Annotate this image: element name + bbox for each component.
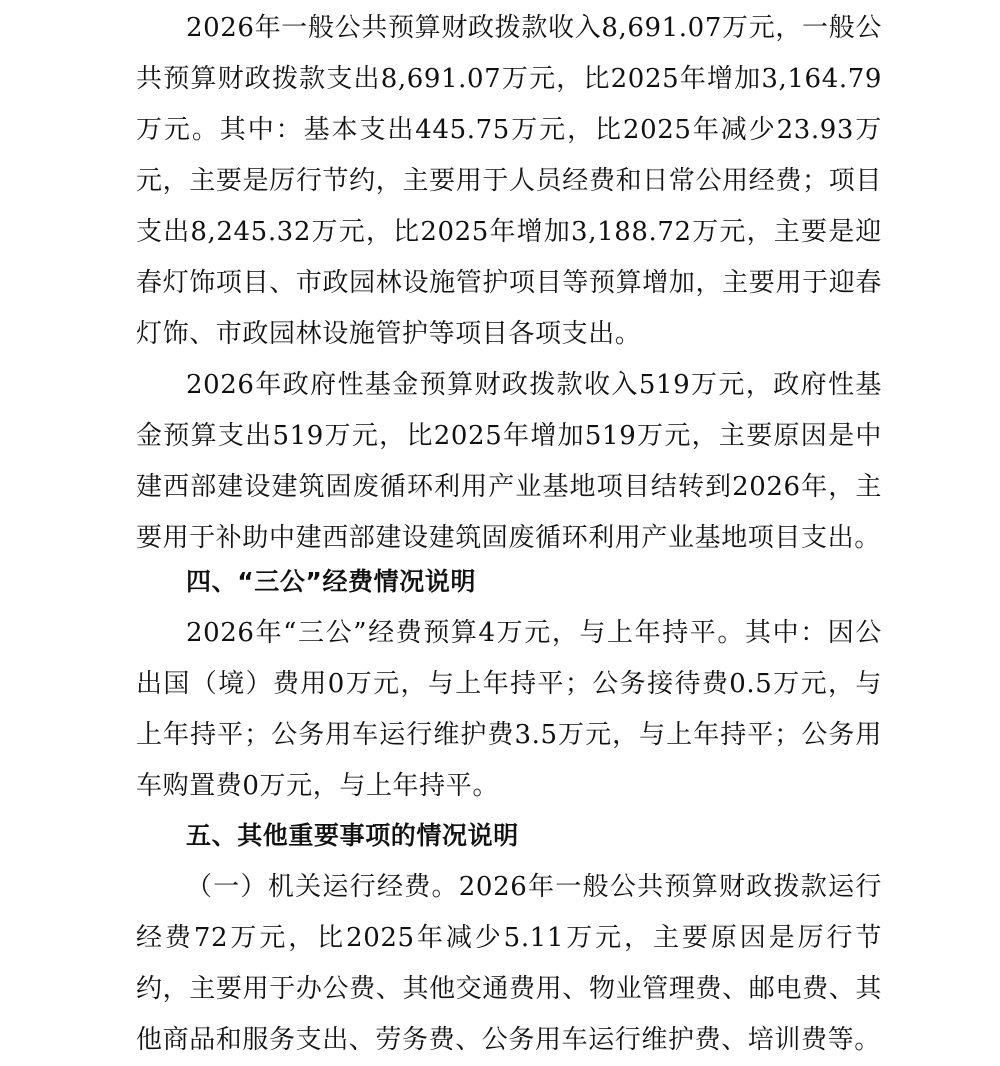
paragraph-operating-expenses: （一）机关运行经费。2026年一般公共预算财政拨款运行经费72万元，比2025年减少5.11万元，主要原因是厉行节约，主要用于办公费、其他交通费用、物业管理费、邮电费、其他商品和服务支出、劳务费、公务用车运行维护费、培训费等。 — [136, 872, 882, 1055]
paragraph-general-budget: 2026年一般公共预算财政拨款收入8,691.07万元，一般公共预算财政拨款支出8,691.07万元，比2025年增加3,164.79万元。其中：基本支出445.75万元，比2025年减少23.93万元，主要是厉行节约，主要用于人员经费和日常公用经费；项目支出8,245.32万元，比2025年增加3,188.72万元，主要是迎春灯饰项目、市政园林设施管护项目等预算增加，主要用于迎春灯饰、市政园林设施管护等项目各项支出。 — [136, 13, 882, 349]
paragraph-government-fund: 2026年政府性基金预算财政拨款收入519万元，政府性基金预算支出519万元，比2025年增加519万元，主要原因是中建西部建设建筑固废循环利用产业基地项目结转到2026年，主要用于补助中建西部建设建筑固废循环利用产业基地项目支出。 — [136, 370, 882, 553]
section-heading-three-public-expenses: 四、“三公”经费情况说明 — [186, 567, 477, 596]
section-heading-other-matters: 五、其他重要事项的情况说明 — [186, 821, 519, 850]
paragraph-three-public-expenses: 2026年“三公”经费预算4万元，与上年持平。其中：因公出国（境）费用0万元，与上年持平；公务接待费0.5万元，与上年持平；公务用车运行维护费3.5万元，与上年持平；公务用车购置费0万元，与上年持平。 — [136, 618, 882, 801]
